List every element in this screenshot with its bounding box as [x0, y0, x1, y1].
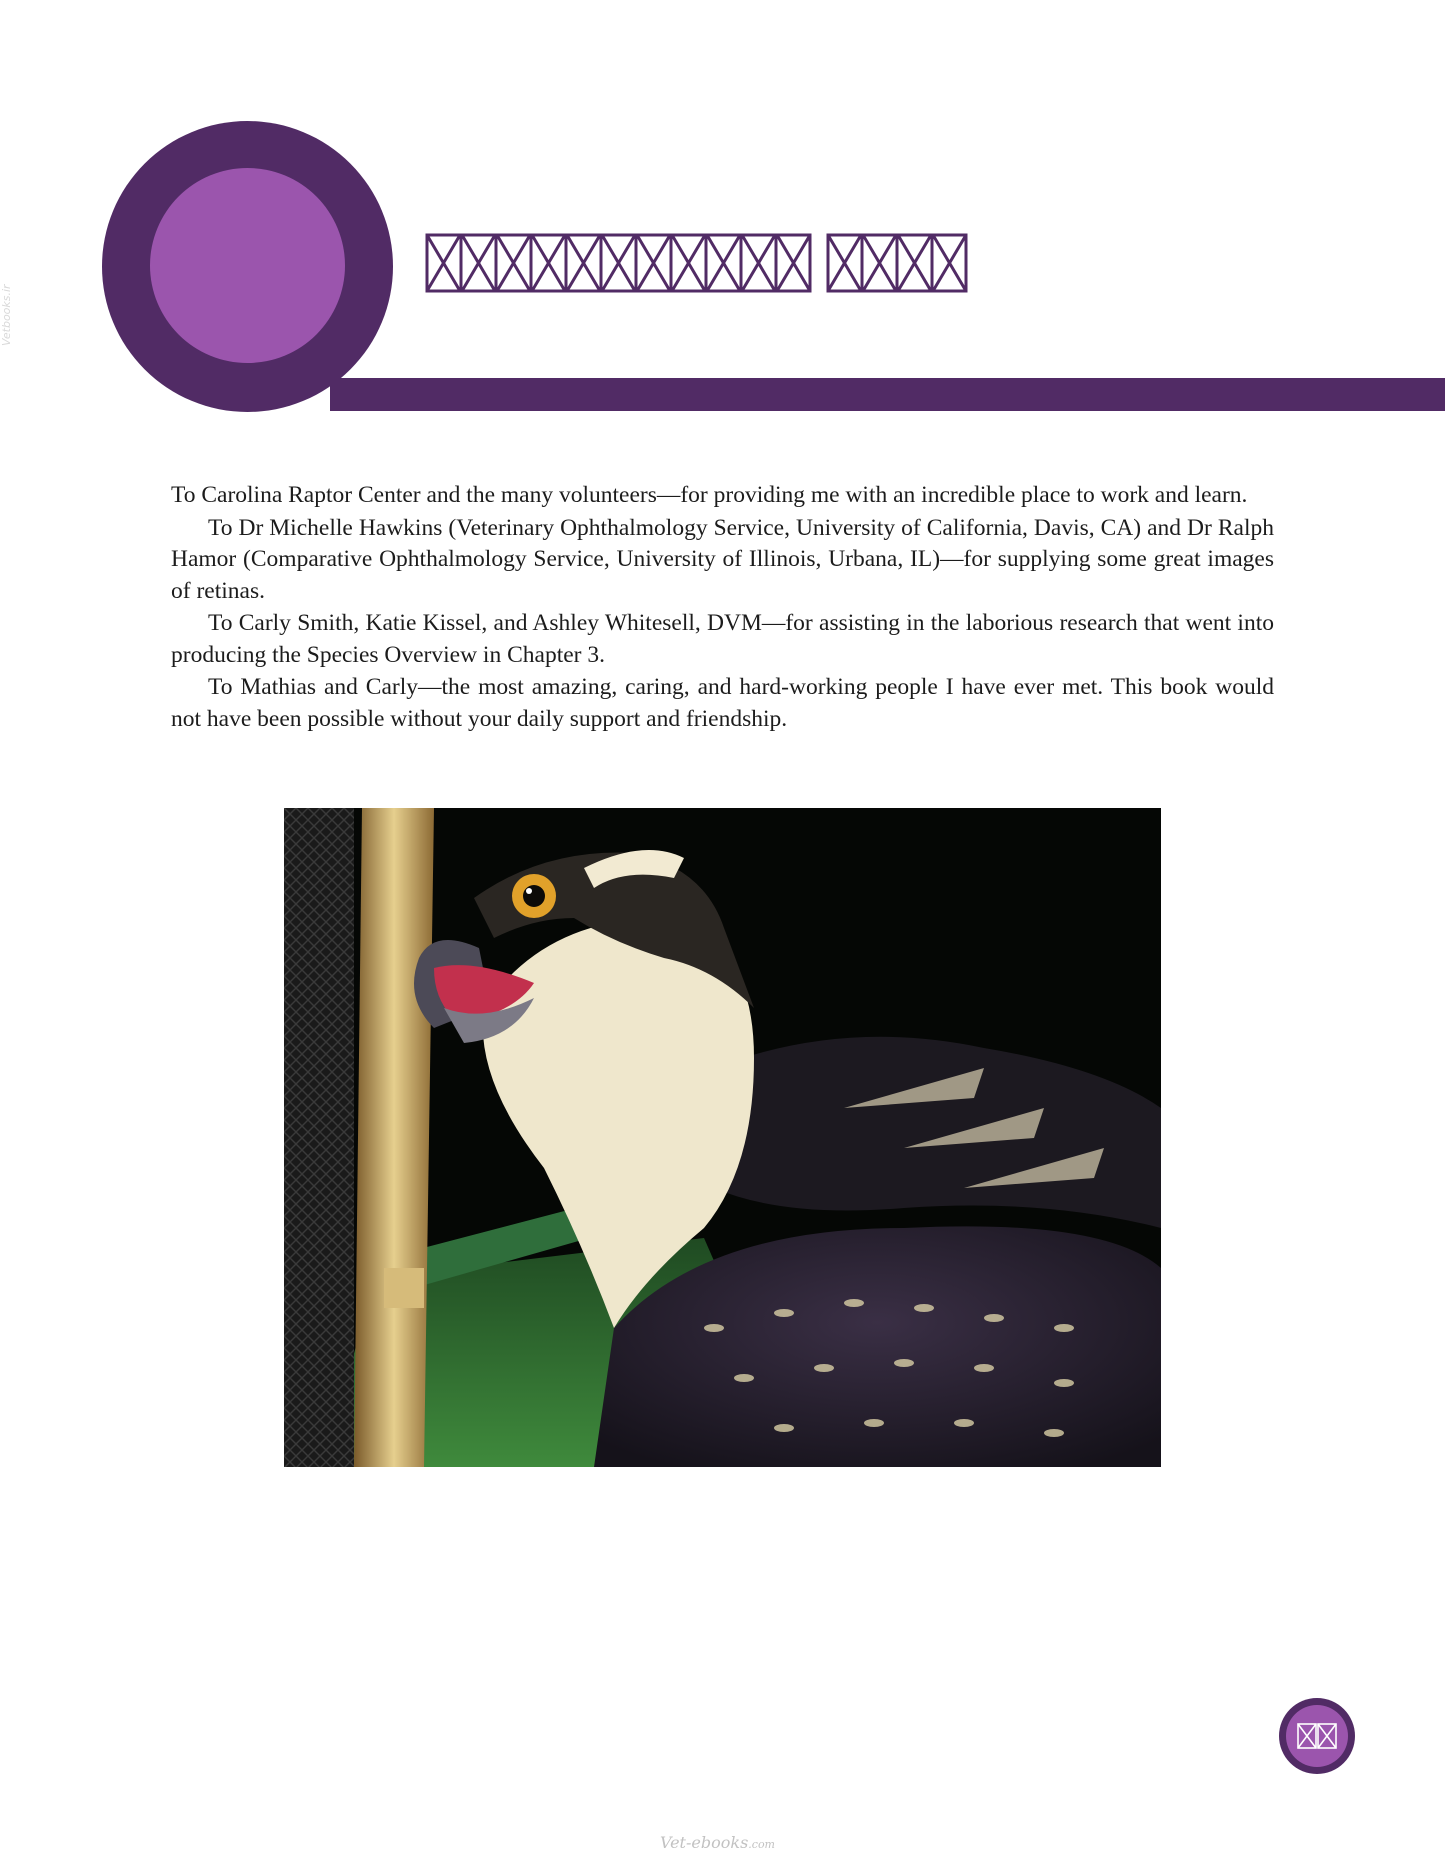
heading-glyph-stroke: [462, 235, 495, 291]
heading-glyph-stroke: [828, 235, 861, 291]
heading-glyph-stroke: [567, 235, 600, 291]
acknowledgement-paragraph: To Carolina Raptor Center and the many volunteers—for providing me with an incredible place to work and learn.: [171, 482, 1248, 508]
page-number-glyph-icon: [1297, 1723, 1337, 1749]
side-watermark: Vetbooks.ir: [0, 284, 13, 346]
heading-glyph-stroke: [672, 235, 705, 291]
footer-watermark-main: Vet-ebooks: [660, 1833, 749, 1852]
heading-glyph-stroke: [637, 235, 670, 291]
page-number-badge-inner: [1286, 1705, 1348, 1767]
heading-glyph-stroke: [933, 235, 966, 291]
acknowledgement-paragraph: To Mathias and Carly—the most amazing, caring, and hard-working people I have ever met. This book would not have been possible without your daily support and friendship.: [171, 674, 1274, 732]
heading-glyph-stroke: [742, 235, 775, 291]
heading-glyph-icon: [425, 233, 1075, 293]
heading-glyph-stroke: [898, 235, 931, 291]
header-ring-inner: [150, 168, 345, 363]
heading-glyph-stroke: [863, 235, 896, 291]
heading-glyph-stroke: [602, 235, 635, 291]
heading-glyph-stroke: [497, 235, 530, 291]
header-bar: [330, 378, 1445, 411]
footer-watermark: [660, 1833, 820, 1853]
osprey-photo: [284, 808, 1161, 1467]
acknowledgements-text: [171, 480, 1274, 736]
acknowledgement-paragraph: To Dr Michelle Hawkins (Veterinary Ophthalmology Service, University of California, Davis, CA) and Dr Ralph Hamor (Comparative Ophthalmology Service, University of Illinois, Urbana, IL)—for supplying some great images of retinas.: [171, 514, 1274, 604]
heading-glyph-stroke: [427, 235, 460, 291]
heading-glyph-stroke: [532, 235, 565, 291]
heading-glyph-stroke: [707, 235, 740, 291]
heading-glyph-stroke: [777, 235, 810, 291]
footer-watermark-suffix: .com: [748, 1838, 775, 1851]
acknowledgement-paragraph: To Carly Smith, Katie Kissel, and Ashley Whitesell, DVM—for assisting in the laborious research that went into producing the Species Overview in Chapter 3.: [171, 610, 1274, 668]
